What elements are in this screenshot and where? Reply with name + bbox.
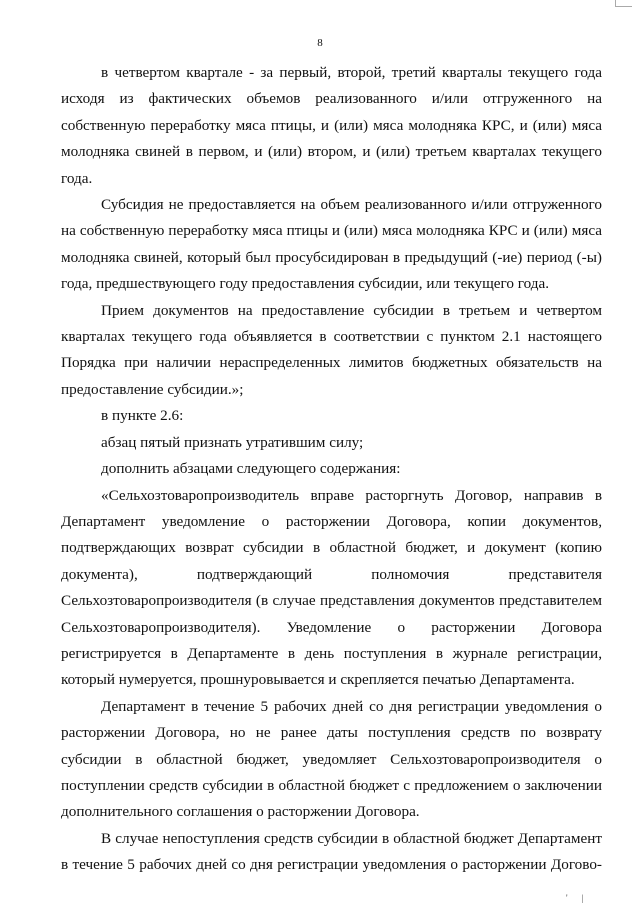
paragraph-clause-2-6: в пункте 2.6:	[101, 407, 184, 425]
footer-marks: ' |	[566, 893, 590, 903]
paragraph-quarter-four: в четвертом квартале - за первый, второй, третий кварталы текущего года исходя из фактических объемов реализованного и/или отгруженного на собственную переработку мяса птицы, и (или) мяса молодняка КРС, и (или) мяса молодняка свиней в первом, и (или) втором, и (или) третьем кварталах текущего года.	[61, 64, 602, 187]
document-body	[61, 60, 602, 879]
paragraph-subsidy-not-provided: Субсидия не предоставляется на объем реализованного и/или отгруженного на собственную переработку мяса птицы и (или) мяса молодняка КРС и (или) мяса молодняка свиней, который был просубсидирован в предыдущий (-ие) период (-ы) года, предшествующего году предоставления субсидии, или текущего года.	[61, 196, 602, 293]
paragraph-contract-termination: «Сельхозтоваропроизводитель вправе расторгнуть Договор, направив в Департамент уведомление о расторжении Договора, копии документов, подтверждающих возврат субсидии в областной бюджет, и документ (копию документа), подтверждающий полномочия представителя Сельхозтоваропроизводителя (в случае представления документов представителем Сельхозтоваропроизводителя). Уведомление о расторжении Договора регистрируется в Департаменте в день поступления в журнале регистрации, который нумеруется, прошнуровывается и скрепляется печатью Департамента.	[61, 486, 602, 689]
paragraph-add-abzatsy: дополнить абзацами следующего содержания:	[101, 460, 401, 478]
paragraph-department-notification: Департамент в течение 5 рабочих дней со дня регистрации уведомления о расторжении Договора, но не ранее даты поступления средств по возврату субсидии в областной бюджет, уведомляет Сельхозтоваропроизводителя о поступлении средств субсидии в областной бюджет с предложением о заключении дополнительного соглашения о расторжении Договора.	[61, 697, 602, 821]
page-number: 8	[317, 37, 323, 49]
paragraph-fifth-abzats-void: абзац пятый признать утратившим силу;	[101, 433, 364, 451]
paragraph-document-acceptance: Прием документов на предоставление субсидии в третьем и четвертом кварталах текущего года объявляется в соответствии с пунктом 2.1 настоящего Порядка при наличии нераспределенных лимитов бюджетных обязательств на предоставление субсидии.»;	[61, 301, 602, 398]
paragraph-non-receipt: В случае непоступления средств субсидии в областной бюджет Департамент в течение 5 рабочих дней со дня регистрации уведомления о расторжении Догово-	[61, 829, 602, 874]
corner-edge-mark	[615, 0, 632, 7]
